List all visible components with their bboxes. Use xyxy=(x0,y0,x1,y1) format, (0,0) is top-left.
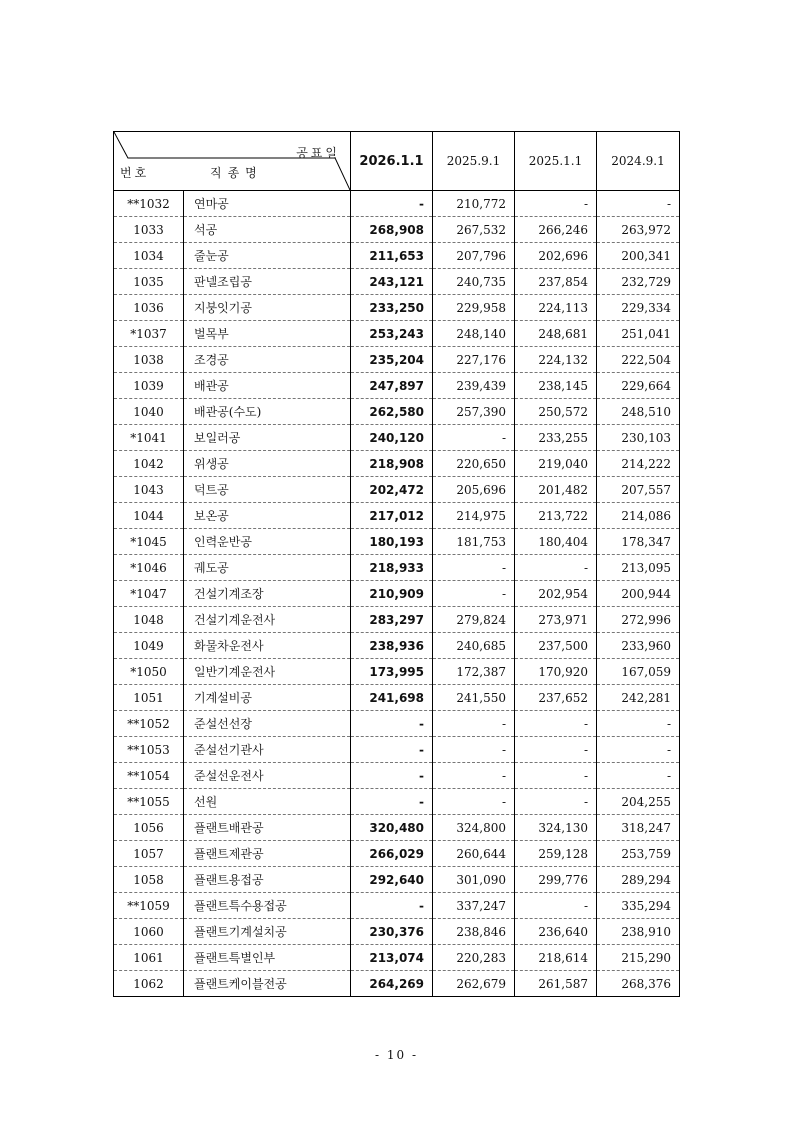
job-number: 1036 xyxy=(114,295,184,321)
wage-value: - xyxy=(515,737,597,763)
wage-value: - xyxy=(351,711,433,737)
wage-value: - xyxy=(515,763,597,789)
job-name: 건설기계운전사 xyxy=(184,607,351,633)
wage-value: 200,944 xyxy=(597,581,680,607)
wage-value: 230,376 xyxy=(351,919,433,945)
job-number: **1059 xyxy=(114,893,184,919)
table-row xyxy=(114,269,680,295)
table-row xyxy=(114,295,680,321)
job-name: 선원 xyxy=(184,789,351,815)
table-row xyxy=(114,867,680,893)
wage-value: 180,193 xyxy=(351,529,433,555)
wage-value: 230,103 xyxy=(597,425,680,451)
wage-value: - xyxy=(433,737,515,763)
date-column-header: 2026.1.1 xyxy=(351,132,433,191)
wage-value: 251,041 xyxy=(597,321,680,347)
wage-value: 220,283 xyxy=(433,945,515,971)
wage-value: 222,504 xyxy=(597,347,680,373)
job-name: 플랜트기계설치공 xyxy=(184,919,351,945)
wage-value: 241,550 xyxy=(433,685,515,711)
job-number: 1043 xyxy=(114,477,184,503)
job-name: 덕트공 xyxy=(184,477,351,503)
wage-value: 207,557 xyxy=(597,477,680,503)
table-row xyxy=(114,763,680,789)
job-name: 배관공(수도) xyxy=(184,399,351,425)
wage-value: 205,696 xyxy=(433,477,515,503)
job-name: 보일러공 xyxy=(184,425,351,451)
job-name: 기계설비공 xyxy=(184,685,351,711)
job-number: 1038 xyxy=(114,347,184,373)
wage-value: 263,972 xyxy=(597,217,680,243)
job-name: 플랜트케이블전공 xyxy=(184,971,351,997)
wage-value: 267,532 xyxy=(433,217,515,243)
job-name: 위생공 xyxy=(184,451,351,477)
wage-value: 262,679 xyxy=(433,971,515,997)
wage-value: 233,250 xyxy=(351,295,433,321)
job-number: *1037 xyxy=(114,321,184,347)
wage-value: 213,095 xyxy=(597,555,680,581)
job-number: **1053 xyxy=(114,737,184,763)
wage-value: 283,297 xyxy=(351,607,433,633)
wage-value: - xyxy=(433,763,515,789)
table-row xyxy=(114,217,680,243)
wage-value: 238,910 xyxy=(597,919,680,945)
table-row xyxy=(114,555,680,581)
table-row xyxy=(114,737,680,763)
job-name: 판넬조립공 xyxy=(184,269,351,295)
job-number: 1061 xyxy=(114,945,184,971)
wage-value: 335,294 xyxy=(597,893,680,919)
wage-value: 202,696 xyxy=(515,243,597,269)
job-name: 지붕잇기공 xyxy=(184,295,351,321)
wage-value: - xyxy=(597,737,680,763)
wage-value: - xyxy=(597,711,680,737)
table-row xyxy=(114,919,680,945)
job-number: 1040 xyxy=(114,399,184,425)
table-header-row xyxy=(114,132,680,191)
wage-value: 239,439 xyxy=(433,373,515,399)
wage-value: 237,854 xyxy=(515,269,597,295)
job-name: 궤도공 xyxy=(184,555,351,581)
job-name: 준설선운전사 xyxy=(184,763,351,789)
table-row xyxy=(114,581,680,607)
wage-value: - xyxy=(433,711,515,737)
wage-value: 219,040 xyxy=(515,451,597,477)
table-row xyxy=(114,243,680,269)
wage-value: 253,243 xyxy=(351,321,433,347)
wage-value: 215,290 xyxy=(597,945,680,971)
wage-value: 261,587 xyxy=(515,971,597,997)
wage-value: 178,347 xyxy=(597,529,680,555)
wage-value: - xyxy=(351,737,433,763)
wage-value: 201,482 xyxy=(515,477,597,503)
wage-value: 257,390 xyxy=(433,399,515,425)
wage-value: 204,255 xyxy=(597,789,680,815)
wage-value: 207,796 xyxy=(433,243,515,269)
wage-value: 227,176 xyxy=(433,347,515,373)
table-row xyxy=(114,607,680,633)
wage-value: 238,846 xyxy=(433,919,515,945)
job-number: 1062 xyxy=(114,971,184,997)
wage-value: 262,580 xyxy=(351,399,433,425)
job-number: 1058 xyxy=(114,867,184,893)
wage-value: 264,269 xyxy=(351,971,433,997)
table-row xyxy=(114,685,680,711)
wage-value: - xyxy=(597,763,680,789)
job-name: 건설기계조장 xyxy=(184,581,351,607)
wage-table-body xyxy=(114,191,680,997)
table-row xyxy=(114,945,680,971)
table-row xyxy=(114,633,680,659)
job-name: 화물차운전사 xyxy=(184,633,351,659)
job-number: **1032 xyxy=(114,191,184,217)
wage-value: 243,121 xyxy=(351,269,433,295)
wage-value: 272,996 xyxy=(597,607,680,633)
table-row xyxy=(114,971,680,997)
number-header-label: 번호 xyxy=(120,166,150,180)
job-name: 일반기계운전사 xyxy=(184,659,351,685)
job-number: 1060 xyxy=(114,919,184,945)
wage-value: 301,090 xyxy=(433,867,515,893)
job-number: 1057 xyxy=(114,841,184,867)
wage-value: 240,735 xyxy=(433,269,515,295)
wage-value: 324,800 xyxy=(433,815,515,841)
wage-value: 229,334 xyxy=(597,295,680,321)
job-name: 석공 xyxy=(184,217,351,243)
wage-value: 173,995 xyxy=(351,659,433,685)
wage-value: 240,685 xyxy=(433,633,515,659)
job-number: 1034 xyxy=(114,243,184,269)
wage-value: - xyxy=(515,191,597,217)
job-name-header-label: 직종명 xyxy=(210,166,263,180)
wage-value: 238,936 xyxy=(351,633,433,659)
wage-value: 268,376 xyxy=(597,971,680,997)
wage-value: 181,753 xyxy=(433,529,515,555)
wage-value: 337,247 xyxy=(433,893,515,919)
table-row xyxy=(114,841,680,867)
job-number: *1047 xyxy=(114,581,184,607)
job-number: *1041 xyxy=(114,425,184,451)
wage-value: 236,640 xyxy=(515,919,597,945)
job-number: 1044 xyxy=(114,503,184,529)
job-name: 배관공 xyxy=(184,373,351,399)
wage-value: 238,145 xyxy=(515,373,597,399)
job-number: **1055 xyxy=(114,789,184,815)
job-number: *1050 xyxy=(114,659,184,685)
wage-value: 214,222 xyxy=(597,451,680,477)
wage-value: 237,652 xyxy=(515,685,597,711)
wage-value: 259,128 xyxy=(515,841,597,867)
wage-value: 202,954 xyxy=(515,581,597,607)
wage-value: - xyxy=(351,191,433,217)
job-number: 1048 xyxy=(114,607,184,633)
wage-table xyxy=(113,131,680,997)
wage-value: 279,824 xyxy=(433,607,515,633)
wage-value: 266,246 xyxy=(515,217,597,243)
wage-value: 217,012 xyxy=(351,503,433,529)
wage-value: - xyxy=(433,425,515,451)
table-row xyxy=(114,451,680,477)
wage-value: 266,029 xyxy=(351,841,433,867)
table-row xyxy=(114,399,680,425)
table-row xyxy=(114,477,680,503)
job-name: 준설선기관사 xyxy=(184,737,351,763)
wage-value: 289,294 xyxy=(597,867,680,893)
table-row xyxy=(114,425,680,451)
wage-value: - xyxy=(433,789,515,815)
wage-value: 235,204 xyxy=(351,347,433,373)
wage-value: 292,640 xyxy=(351,867,433,893)
wage-value: 214,975 xyxy=(433,503,515,529)
job-name: 플랜트특별인부 xyxy=(184,945,351,971)
wage-value: 224,132 xyxy=(515,347,597,373)
table-row xyxy=(114,893,680,919)
wage-value: 237,500 xyxy=(515,633,597,659)
table-row xyxy=(114,711,680,737)
wage-value: 242,281 xyxy=(597,685,680,711)
wage-value: 248,140 xyxy=(433,321,515,347)
table-row xyxy=(114,503,680,529)
wage-value: 220,650 xyxy=(433,451,515,477)
wage-value: - xyxy=(597,191,680,217)
wage-value: - xyxy=(515,893,597,919)
wage-value: 241,698 xyxy=(351,685,433,711)
page-number: - 10 - xyxy=(374,1048,418,1062)
job-number: *1046 xyxy=(114,555,184,581)
job-number: 1039 xyxy=(114,373,184,399)
job-name: 플랜트배관공 xyxy=(184,815,351,841)
table-row xyxy=(114,347,680,373)
date-column-header: 2025.1.1 xyxy=(515,132,597,191)
job-number: 1049 xyxy=(114,633,184,659)
wage-value: 229,664 xyxy=(597,373,680,399)
wage-value: 180,404 xyxy=(515,529,597,555)
wage-value: 232,729 xyxy=(597,269,680,295)
diagonal-header-cell xyxy=(114,132,351,191)
wage-value: 324,130 xyxy=(515,815,597,841)
wage-value: 214,086 xyxy=(597,503,680,529)
wage-value: 213,074 xyxy=(351,945,433,971)
job-name: 플랜트특수용접공 xyxy=(184,893,351,919)
wage-value: 202,472 xyxy=(351,477,433,503)
wage-value: 260,644 xyxy=(433,841,515,867)
wage-value: 170,920 xyxy=(515,659,597,685)
table-row xyxy=(114,321,680,347)
wage-value: 247,897 xyxy=(351,373,433,399)
wage-value: 240,120 xyxy=(351,425,433,451)
job-name: 준설선선장 xyxy=(184,711,351,737)
wage-value: 299,776 xyxy=(515,867,597,893)
job-name: 플랜트용접공 xyxy=(184,867,351,893)
job-number: 1035 xyxy=(114,269,184,295)
wage-value: 248,510 xyxy=(597,399,680,425)
date-column-header: 2025.9.1 xyxy=(433,132,515,191)
wage-value: 248,681 xyxy=(515,321,597,347)
wage-value: - xyxy=(515,711,597,737)
wage-value: - xyxy=(433,555,515,581)
wage-value: 224,113 xyxy=(515,295,597,321)
wage-value: 229,958 xyxy=(433,295,515,321)
job-name: 인력운반공 xyxy=(184,529,351,555)
wage-value: 218,614 xyxy=(515,945,597,971)
wage-value: - xyxy=(351,789,433,815)
wage-value: 253,759 xyxy=(597,841,680,867)
wage-value: 268,908 xyxy=(351,217,433,243)
wage-value: 172,387 xyxy=(433,659,515,685)
wage-value: - xyxy=(351,893,433,919)
job-name: 플랜트제관공 xyxy=(184,841,351,867)
wage-value: - xyxy=(351,763,433,789)
date-header-label: 공표일 xyxy=(296,146,340,160)
table-row xyxy=(114,815,680,841)
diagonal-line xyxy=(114,132,350,190)
table-row xyxy=(114,191,680,217)
wage-value: 233,960 xyxy=(597,633,680,659)
wage-value: 218,933 xyxy=(351,555,433,581)
table-row xyxy=(114,529,680,555)
job-number: **1052 xyxy=(114,711,184,737)
job-number: 1051 xyxy=(114,685,184,711)
job-number: *1045 xyxy=(114,529,184,555)
job-name: 연마공 xyxy=(184,191,351,217)
job-name: 보온공 xyxy=(184,503,351,529)
job-number: **1054 xyxy=(114,763,184,789)
job-number: 1056 xyxy=(114,815,184,841)
wage-value: 250,572 xyxy=(515,399,597,425)
job-name: 조경공 xyxy=(184,347,351,373)
wage-value: - xyxy=(515,555,597,581)
wage-value: 211,653 xyxy=(351,243,433,269)
wage-value: 218,908 xyxy=(351,451,433,477)
wage-value: 320,480 xyxy=(351,815,433,841)
table-row xyxy=(114,659,680,685)
wage-value: 210,772 xyxy=(433,191,515,217)
wage-value: 200,341 xyxy=(597,243,680,269)
wage-value: - xyxy=(515,789,597,815)
wage-value: 167,059 xyxy=(597,659,680,685)
table-row xyxy=(114,373,680,399)
job-name: 줄눈공 xyxy=(184,243,351,269)
wage-value: 318,247 xyxy=(597,815,680,841)
job-number: 1033 xyxy=(114,217,184,243)
table-row xyxy=(114,789,680,815)
wage-value: 233,255 xyxy=(515,425,597,451)
wage-value: 213,722 xyxy=(515,503,597,529)
date-column-header: 2024.9.1 xyxy=(597,132,680,191)
job-number: 1042 xyxy=(114,451,184,477)
job-name: 벌목부 xyxy=(184,321,351,347)
wage-value: - xyxy=(433,581,515,607)
wage-value: 273,971 xyxy=(515,607,597,633)
wage-value: 210,909 xyxy=(351,581,433,607)
